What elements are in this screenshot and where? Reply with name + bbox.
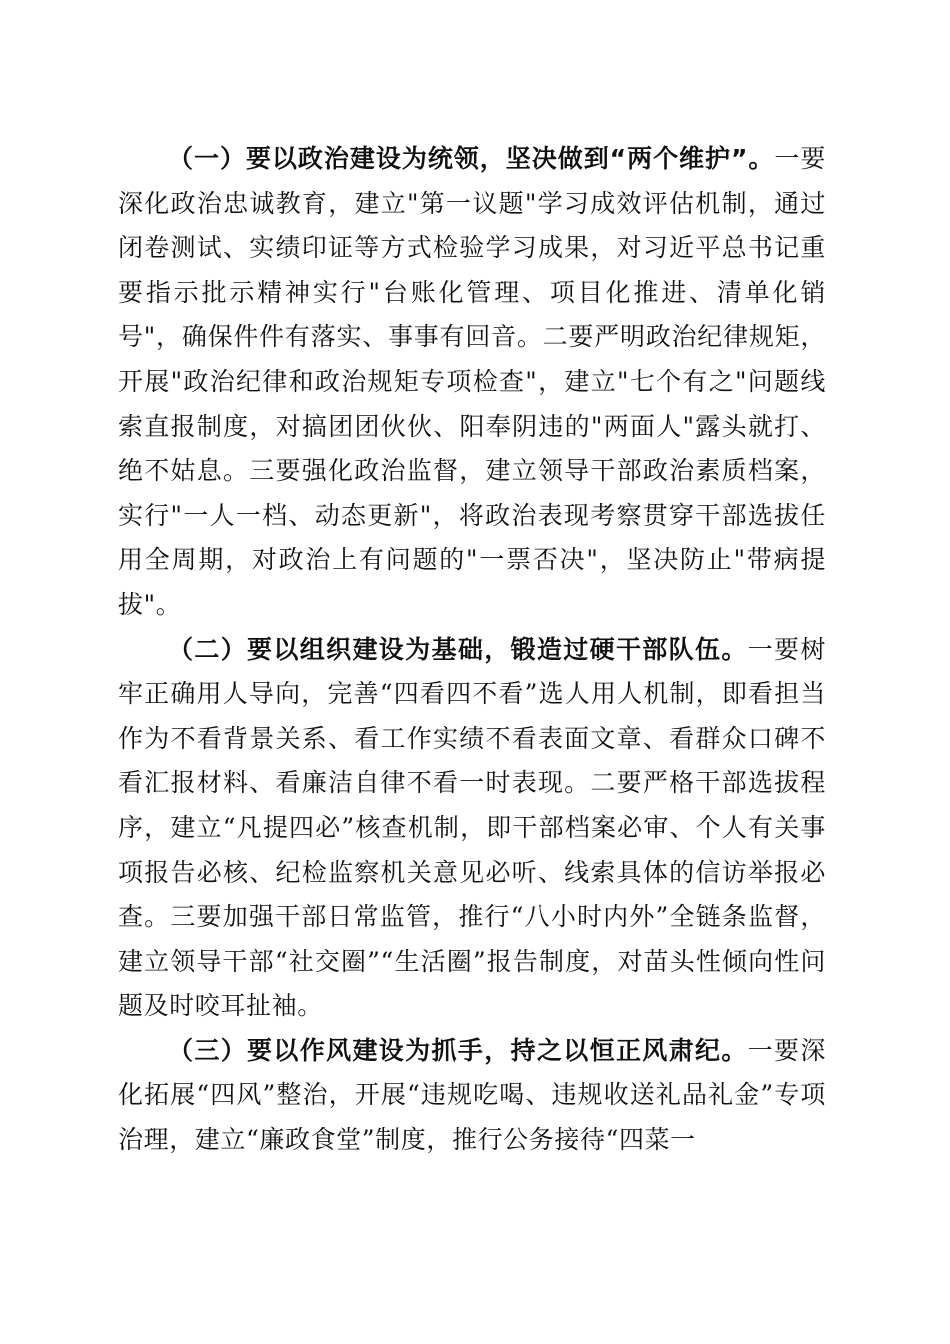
section-heading-2: （二）要以组织建设为基础，锻造过硬干部队伍。	[168, 634, 748, 664]
paragraph-3	[118, 1029, 826, 1163]
section-heading-1: （一）要以政治建设为统领，坚决做到“两个维护”。	[168, 144, 775, 173]
section-body-2: 一要树牢正确用人导向，完善“四看四不看”选人用人机制，即看担当作为不看背景关系、看工作实绩不看表面文章、看群众口碑不看汇报材料、看廉洁自律不看一时表现。二要严格干部选拔程序，建立“凡提四必”核查机制，即干部档案必审、个人有关事项报告必核、纪检监察机关意见必听、线索具体的信访举报必查。三要加强干部日常监管，推行“八小时内外”全链条监督，建立领导干部“社交圈”“生活圈”报告制度，对苗头性倾向性问题及时咬耳扯袖。	[118, 634, 826, 1021]
document-body	[118, 137, 826, 1163]
section-heading-3: （三）要以作风建设为抓手，持之以恒正风肃纪。	[168, 1035, 748, 1065]
paragraph-2	[118, 628, 826, 1029]
section-body-3: 一要深化拓展“四风”整治，开展“违规吃喝、违规收送礼品礼金”专项治理，建立“廉政食堂”制度，推行公务接待“四菜一	[118, 1035, 826, 1155]
section-body-1: 一要深化政治忠诚教育，建立"第一议题"学习成效评估机制，通过闭卷测试、实绩印证等方式检验学习成果，对习近平总书记重要指示批示精神实行"台账化管理、项目化推进、清单化销号"，确保件件有落实、事事有回音。二要严明政治纪律规矩，开展"政治纪律和政治规矩专项检查"，建立"七个有之"问题线索直报制度，对搞团团伙伙、阳奉阴违的"两面人"露头就打、绝不姑息。三要强化政治监督，建立领导干部政治素质档案，实行"一人一档、动态更新"，将政治表现考察贯穿干部选拔任用全周期，对政治上有问题的"一票否决"，坚决防止"带病提拔"。	[118, 144, 827, 619]
paragraph-1	[118, 137, 826, 628]
